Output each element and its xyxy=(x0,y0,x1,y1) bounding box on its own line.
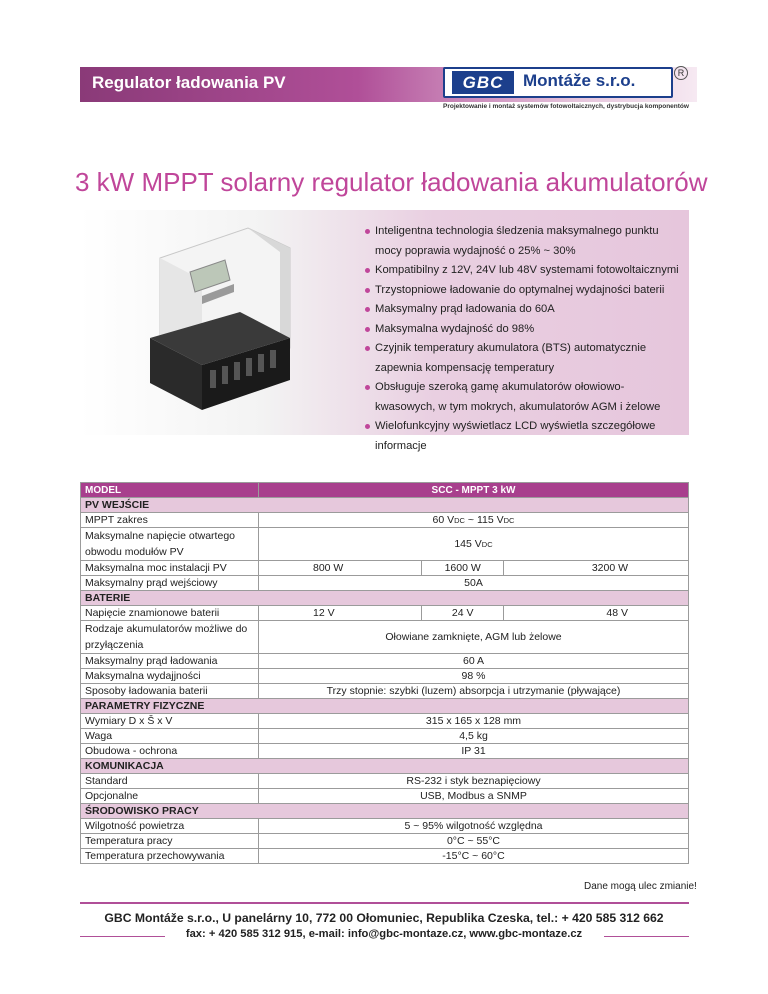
footer-line-left xyxy=(80,936,165,937)
section-battery: BATERIE xyxy=(81,591,689,606)
table-row xyxy=(81,714,689,729)
feature-list xyxy=(364,222,684,456)
model-label: MODEL xyxy=(81,483,259,498)
row-value: 12 V xyxy=(259,606,422,621)
page-title: 3 kW MPPT solarny regulator ładowania akumulatorów xyxy=(75,167,708,197)
row-label: Waga xyxy=(81,729,259,744)
row-label: Maksymalne napięcie otwartego obwodu modułów PV xyxy=(81,528,259,561)
section-row xyxy=(81,498,689,513)
table-row xyxy=(81,684,689,699)
row-label: Maksymalny prąd ładowania xyxy=(81,654,259,669)
row-label: Napięcie znamionowe baterii xyxy=(81,606,259,621)
row-label: Standard xyxy=(81,774,259,789)
row-value: 4,5 kg xyxy=(259,729,689,744)
feature-item: Wielofunkcyjny wyświetlacz LCD wyświetla szczegółowe informacje xyxy=(364,417,684,456)
table-row xyxy=(81,849,689,864)
row-value: 5 ~ 95% wilgotność względna xyxy=(259,819,689,834)
table-row xyxy=(81,576,689,591)
table-row xyxy=(81,729,689,744)
row-value: 315 x 165 x 128 mm xyxy=(259,714,689,729)
feature-item: Czyjnik temperatury akumulatora (BTS) automatycznie zapewnia kompensację temperatury xyxy=(364,339,684,378)
row-label: Temperatura przechowywania xyxy=(81,849,259,864)
model-value: SCC - MPPT 3 kW xyxy=(259,483,689,498)
logo-company-name: Montáže s.r.o. xyxy=(523,71,636,90)
row-value: 3200 W xyxy=(504,561,689,576)
disclaimer: Dane mogą ulec zmianie! xyxy=(584,881,697,892)
table-row xyxy=(81,774,689,789)
row-label: Wilgotność powietrza xyxy=(81,819,259,834)
footer-address: GBC Montáže s.r.o., U panelárny 10, 772 00 Ołomuniec, Republika Czeska, tel.: + 420 585 312 662 xyxy=(104,911,664,925)
row-value: 60 VDC ~ 115 VDC xyxy=(259,513,689,528)
section-physical: PARAMETRY FIZYCZNE xyxy=(81,699,689,714)
row-value: Ołowiane zamknięte, AGM lub żelowe xyxy=(259,621,689,654)
row-label: Temperatura pracy xyxy=(81,834,259,849)
row-label: Obudowa - ochrona xyxy=(81,744,259,759)
feature-item: Maksymalna wydajność do 98% xyxy=(364,320,684,340)
row-value: 98 % xyxy=(259,669,689,684)
table-row xyxy=(81,528,689,561)
section-comm: KOMUNIKACJA xyxy=(81,759,689,774)
footer-contact: fax: + 420 585 312 915, e-mail: info@gbc-montaze.cz, www.gbc-montaze.cz xyxy=(185,928,583,940)
row-label: Rodzaje akumulatorów możliwe do przyłączenia xyxy=(81,621,259,654)
feature-item: Kompatibilny z 12V, 24V lub 48V systemami fotowoltaicznymi xyxy=(364,261,684,281)
section-row xyxy=(81,699,689,714)
table-row xyxy=(81,513,689,528)
row-value: 48 V xyxy=(504,606,689,621)
feature-item: Trzystopniowe ładowanie do optymalnej wydajności baterii xyxy=(364,281,684,301)
row-value: USB, Modbus a SNMP xyxy=(259,789,689,804)
charge-controller-image xyxy=(130,220,305,425)
table-row xyxy=(81,819,689,834)
row-label: Maksymalna wydajjności xyxy=(81,669,259,684)
table-row xyxy=(81,834,689,849)
section-pv: PV WEJŚCIE xyxy=(81,498,689,513)
row-value: IP 31 xyxy=(259,744,689,759)
row-label: Maksymalny prąd wejściowy xyxy=(81,576,259,591)
feature-item: Obsługuje szeroką gamę akumulatorów ołowiowo-kwasowych, w tym mokrych, akumulatorów AGM i żelowe xyxy=(364,378,684,417)
footer-line-right xyxy=(604,936,689,937)
row-value: -15°C ~ 60°C xyxy=(259,849,689,864)
table-row xyxy=(81,561,689,576)
table-row xyxy=(81,669,689,684)
row-value: RS-232 i styk beznapięciowy xyxy=(259,774,689,789)
logo-gbc: GBC xyxy=(452,71,514,94)
row-value: 1600 W xyxy=(421,561,503,576)
row-value: 24 V xyxy=(421,606,503,621)
section-env: ŚRODOWISKO PRACY xyxy=(81,804,689,819)
row-value: 60 A xyxy=(259,654,689,669)
table-row xyxy=(81,621,689,654)
section-row xyxy=(81,804,689,819)
row-label: Sposoby ładowania baterii xyxy=(81,684,259,699)
section-row xyxy=(81,759,689,774)
banner-title: Regulator ładowania PV xyxy=(92,73,286,92)
spec-table xyxy=(80,482,689,864)
logo-subtitle: Projektowanie i montaż systemów fotowoltaicznych, dystrybucja komponentów xyxy=(443,103,689,110)
table-row xyxy=(81,789,689,804)
footer-divider xyxy=(80,902,689,904)
row-label: Wymiary D x Š x V xyxy=(81,714,259,729)
row-value: 800 W xyxy=(259,561,422,576)
row-value: 0°C ~ 55°C xyxy=(259,834,689,849)
row-value: 50A xyxy=(259,576,689,591)
row-label: Opcjonalne xyxy=(81,789,259,804)
row-label: MPPT zakres xyxy=(81,513,259,528)
registered-mark-icon: R xyxy=(674,66,688,80)
section-row xyxy=(81,591,689,606)
table-header-row xyxy=(81,483,689,498)
table-row xyxy=(81,654,689,669)
feature-item: Maksymalny prąd ładowania do 60A xyxy=(364,300,684,320)
feature-item: Inteligentna technologia śledzenia maksymalnego punktu mocy poprawia wydajność o 25% ~ 30% xyxy=(364,222,684,261)
row-label: Maksymalna moc instalacji PV xyxy=(81,561,259,576)
row-value: Trzy stopnie: szybki (luzem) absorpcja i utrzymanie (pływające) xyxy=(259,684,689,699)
table-row xyxy=(81,744,689,759)
row-value: 145 VDC xyxy=(259,528,689,561)
table-row xyxy=(81,606,689,621)
